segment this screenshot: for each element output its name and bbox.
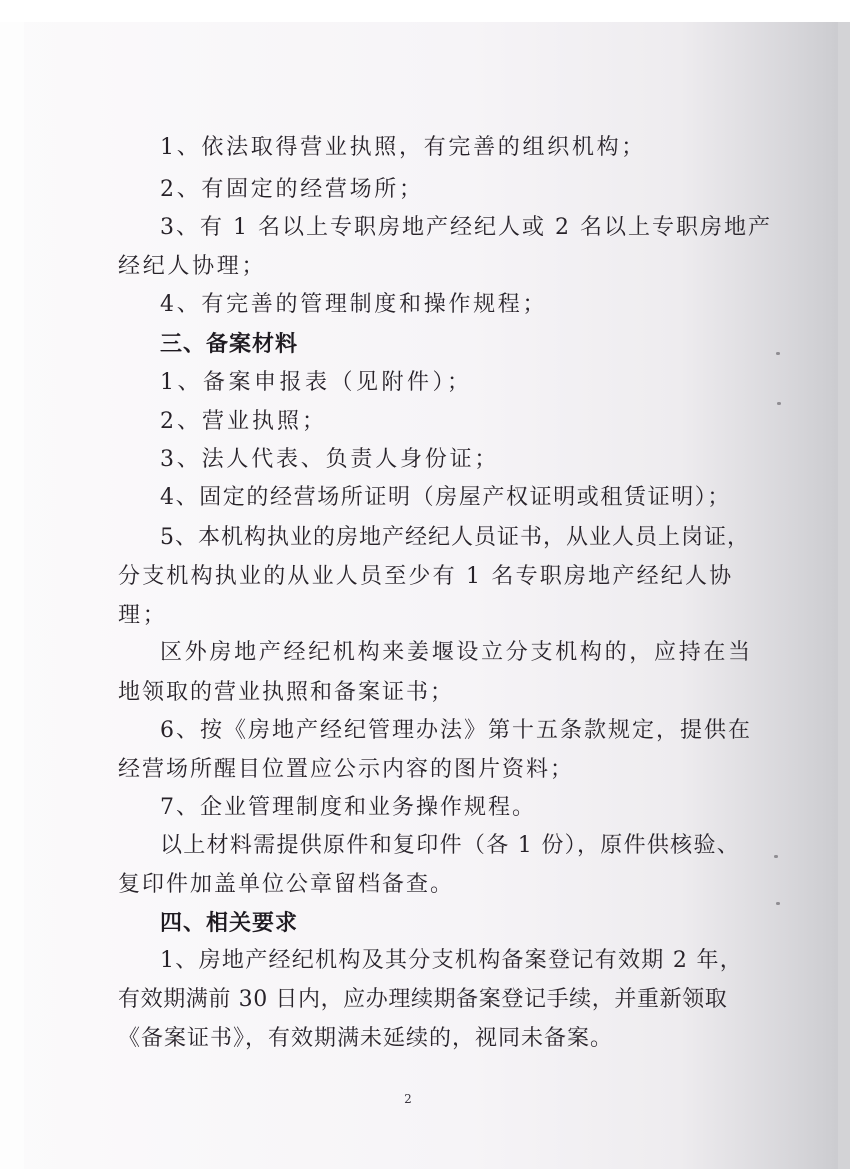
section-heading: 四、相关要求 [160,910,299,936]
page-right-shadow [838,22,850,1169]
text-line: 分支机构执业的从业人员至少有 1 名专职房地产经纪人协 [118,564,734,589]
text-line: 有效期满前 30 日内，应办理续期备案登记手续，并重新领取 [118,987,728,1012]
text-line: 4、固定的经营场所证明（房屋产权证明或租赁证明）； [160,485,731,510]
text-line: 经营场所醒目位置应公示内容的图片资料； [118,757,575,782]
page-number: 2 [404,1092,412,1106]
text-line: 4、有完善的管理制度和操作规程； [160,292,548,317]
scan-speck [776,352,780,355]
text-line: 5、本机构执业的房地产经纪人员证书，从业人员上岗证， [160,525,750,550]
text-line: 7、企业管理制度和业务操作规程。 [160,795,536,820]
scan-speck [777,402,781,405]
text-line: 经纪人协理； [118,254,267,279]
scan-left-margin [0,22,24,1169]
scan-speck [774,855,778,858]
text-line: 复印件加盖单位公章留档备查。 [118,872,455,897]
text-line: 3、法人代表、负责人身份证； [160,447,500,472]
section-heading: 三、备案材料 [160,331,299,357]
text-line: 地领取的营业执照和备案证书； [118,680,455,705]
text-line: 3、有 1 名以上专职房地产经纪人或 2 名以上专职房地产 [160,215,772,240]
text-line: 以上材料需提供原件和复印件（各 1 份），原件供核验、 [160,833,741,858]
scan-speck [776,902,780,905]
text-line: 2、有固定的经营场所； [160,177,424,202]
text-line: 6、按《房地产经纪管理办法》第十五条款规定，提供在 [160,718,752,743]
text-line: 2、营业执照； [160,409,327,434]
scan-top-margin [0,0,850,22]
text-line: 1、备案申报表（见附件）； [160,370,473,395]
text-line: 区外房地产经纪机构来姜堰设立分支机构的，应持在当 [160,640,753,665]
text-line: 1、依法取得营业执照，有完善的组织机构； [160,135,646,160]
text-line: 《备案证书》，有效期满未延续的，视同未备案。 [118,1026,614,1051]
text-line: 理； [118,603,168,628]
text-line: 1、房地产经纪机构及其分支机构备案登记有效期 2 年， [160,948,744,973]
